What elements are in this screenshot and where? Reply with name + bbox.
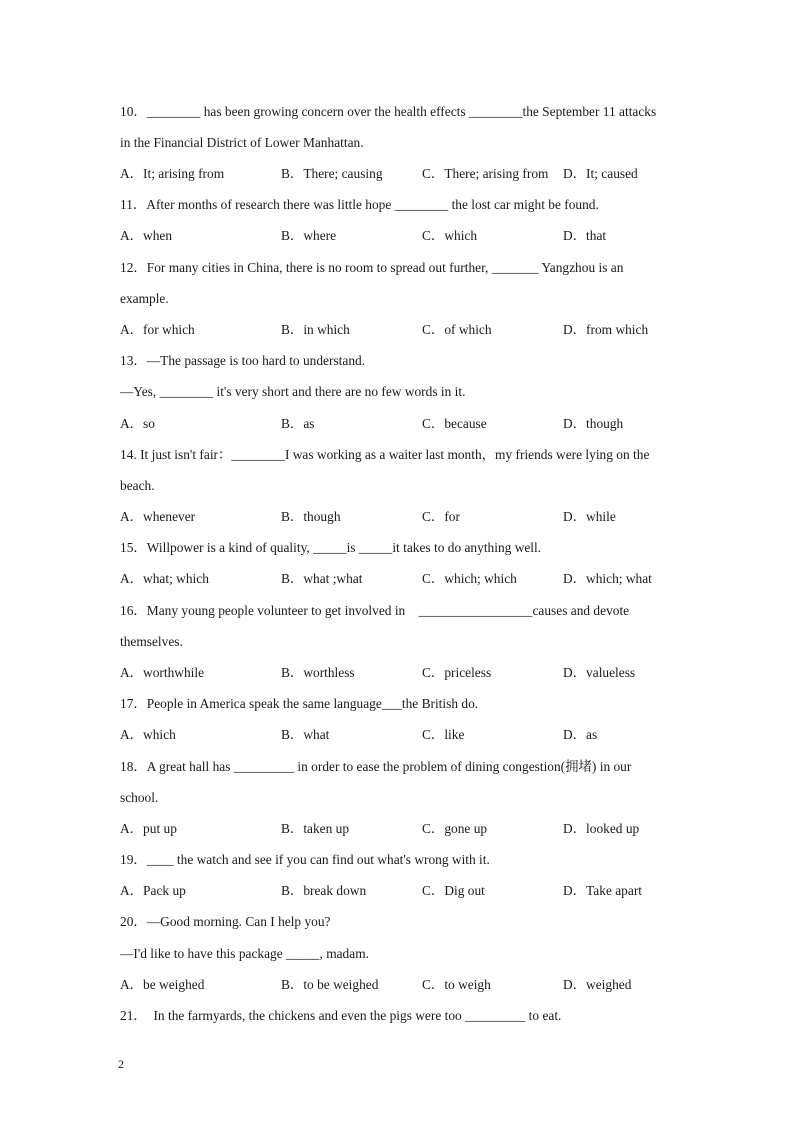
q17-option-d: D．as — [563, 727, 598, 742]
q10-line-2: in the Financial District of Lower Manhattan. — [120, 135, 364, 150]
q12-option-c: C．of which — [422, 322, 492, 337]
q14-option-d: D．while — [563, 509, 616, 524]
q15-option-b: B．what ;what — [281, 571, 363, 586]
q14-option-a: A．whenever — [120, 509, 196, 524]
q13-line-2: —Yes, ________ it's very short and there are no few words in it. — [120, 384, 466, 399]
q19-line-1: 19．____ the watch and see if you can find out what's wrong with it. — [120, 852, 490, 867]
q11-option-b: B．where — [281, 228, 337, 243]
q14-option-b: B．though — [281, 509, 341, 524]
q18-line-2: school. — [120, 790, 159, 805]
q15-option-c: C．which; which — [422, 571, 517, 586]
q17-option-a: A．which — [120, 727, 176, 742]
q15-option-a: A．what; which — [120, 571, 209, 586]
q12-line-1: 12．For many cities in China, there is no room to spread out further, _______ Yangzhou is an — [120, 260, 624, 275]
q19-option-a: A．Pack up — [120, 883, 186, 898]
q13-line-1: 13．—The passage is too hard to understand. — [120, 353, 366, 368]
q10-line-1: 10．________ has been growing concern over the health effects ________the September 11 attacks — [120, 104, 657, 119]
q12-option-b: B．in which — [281, 322, 350, 337]
q11-line-1: 11．After months of research there was little hope ________ the lost car might be found. — [120, 197, 599, 212]
q15-option-d: D．which; what — [563, 571, 652, 586]
q16-option-c: C．priceless — [422, 665, 492, 680]
q16-option-d: D．valueless — [563, 665, 636, 680]
q18-option-a: A．put up — [120, 821, 177, 836]
q17-line-1: 17．People in America speak the same language___the British do. — [120, 696, 479, 711]
q18-option-d: D．looked up — [563, 821, 640, 836]
q17-option-c: C．like — [422, 727, 465, 742]
q14-line-1: 14. It just isn't fair：________I was working as a waiter last month，my friends were lying on the — [120, 447, 650, 462]
q20-option-d: D．weighed — [563, 977, 632, 992]
q10-option-a: A．It; arising from — [120, 166, 225, 181]
q18-option-c: C．gone up — [422, 821, 488, 836]
q13-option-c: C．because — [422, 416, 487, 431]
q20-line-1: 20．—Good morning. Can I help you? — [120, 914, 331, 929]
q19-option-d: D．Take apart — [563, 883, 642, 898]
q20-option-c: C．to weigh — [422, 977, 491, 992]
q20-option-b: B．to be weighed — [281, 977, 379, 992]
q13-option-b: B．as — [281, 416, 315, 431]
q14-option-c: C．for — [422, 509, 460, 524]
q20-option-a: A．be weighed — [120, 977, 205, 992]
q20-line-2: —I'd like to have this package _____, madam. — [120, 946, 369, 961]
page-number: 2 — [118, 1057, 124, 1071]
q16-line-2: themselves. — [120, 634, 183, 649]
q15-line-1: 15．Willpower is a kind of quality, _____is _____it takes to do anything well. — [120, 540, 542, 555]
q18-line-1: 18．A great hall has _________ in order to ease the problem of dining congestion(拥堵) in our — [120, 759, 632, 774]
q16-option-a: A．worthwhile — [120, 665, 205, 680]
q19-option-c: C．Dig out — [422, 883, 485, 898]
q13-option-a: A．so — [120, 416, 155, 431]
q11-option-d: D．that — [563, 228, 607, 243]
q11-option-c: C．which — [422, 228, 478, 243]
q12-option-d: D．from which — [563, 322, 649, 337]
q10-option-c: C．There; arising from — [422, 166, 549, 181]
q16-line-1: 16．Many young people volunteer to get involved in _________________causes and devote — [120, 603, 630, 618]
q13-option-d: D．though — [563, 416, 624, 431]
q10-option-b: B．There; causing — [281, 166, 383, 181]
q19-option-b: B．break down — [281, 883, 367, 898]
q10-option-d: D．It; caused — [563, 166, 638, 181]
q17-option-b: B．what — [281, 727, 330, 742]
q11-option-a: A．when — [120, 228, 173, 243]
q14-line-2: beach. — [120, 478, 155, 493]
q12-line-2: example. — [120, 291, 169, 306]
q12-option-a: A．for which — [120, 322, 195, 337]
q21-line-1: 21． In the farmyards, the chickens and even the pigs were too _________ to eat. — [120, 1008, 562, 1023]
q18-option-b: B．taken up — [281, 821, 350, 836]
q16-option-b: B．worthless — [281, 665, 355, 680]
